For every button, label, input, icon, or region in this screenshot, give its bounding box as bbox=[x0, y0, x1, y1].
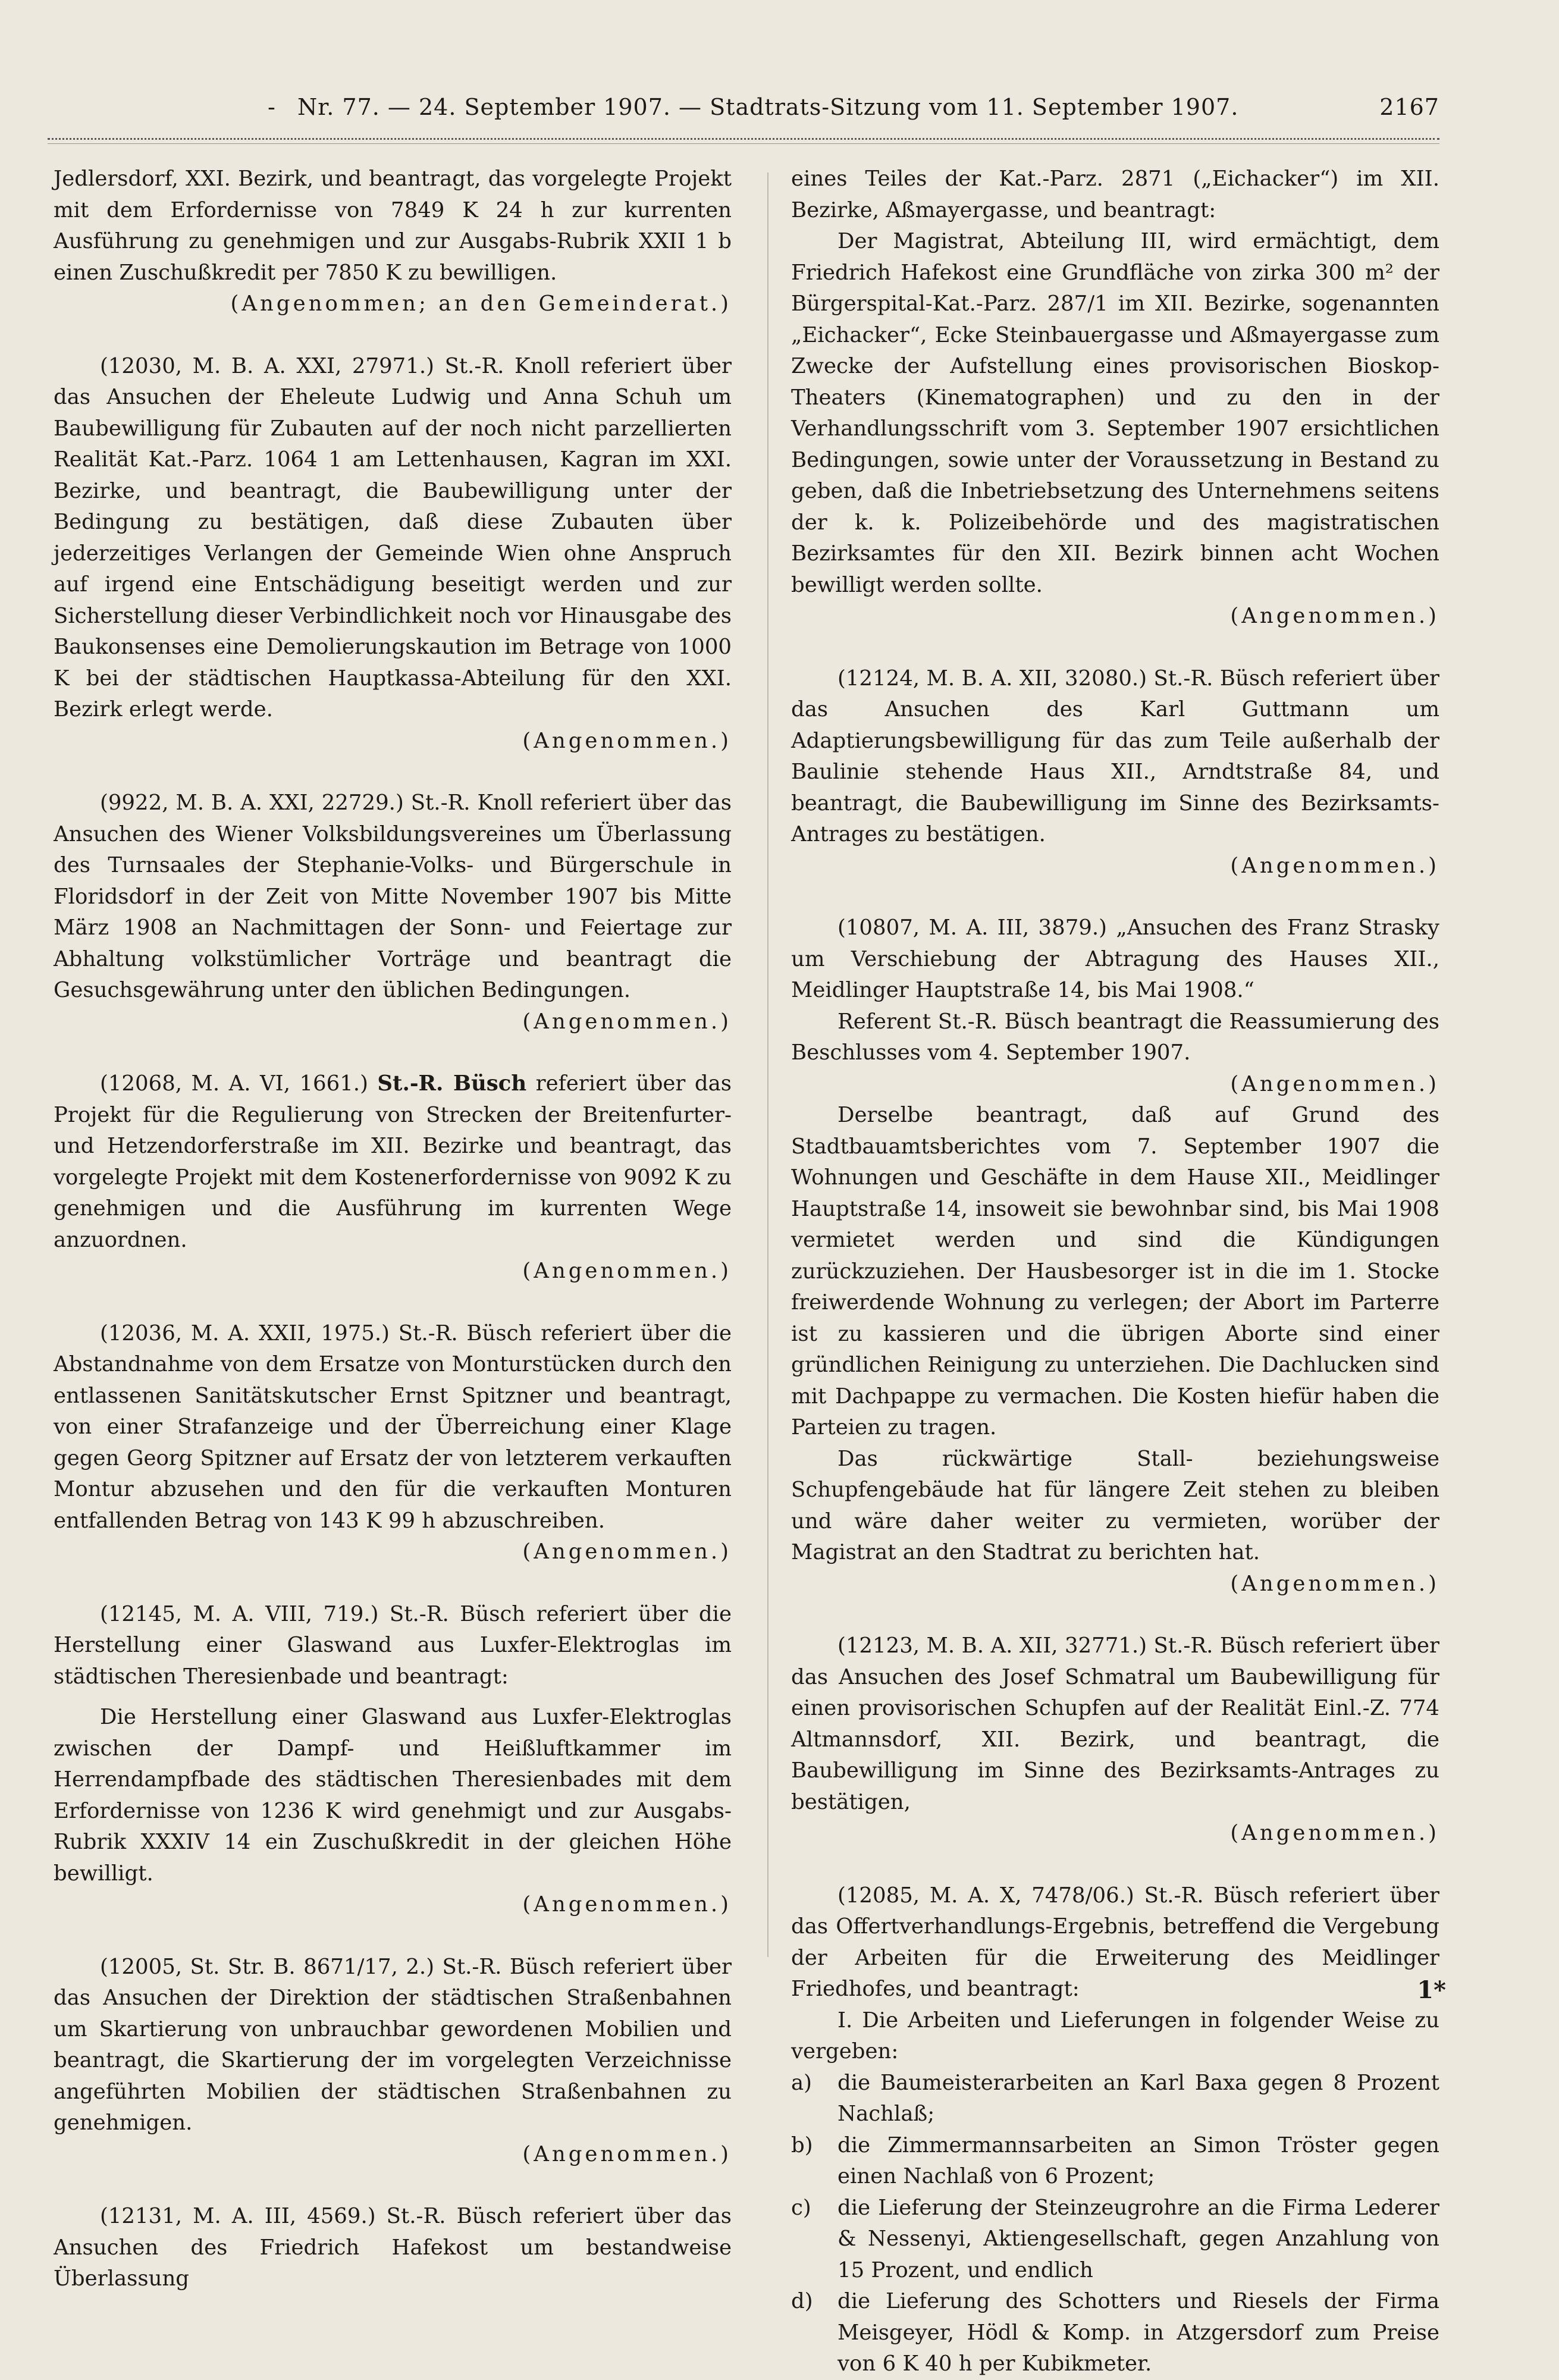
status-line: (Angenommen.) bbox=[522, 728, 732, 753]
left-column bbox=[54, 164, 732, 2295]
paragraph: Derselbe beantragt, daß auf Grund des Stadtbauamtsberichtes vom 7. September 1907 die Wohnungen und Geschäfte in dem Hause XII., Meidlinger Hauptstraße 14, insoweit sie bewohnbar sind, bis Mai 1908 vermietet werden und sind die Kündigungen zurückzuziehen. Der Hausbesorger ist in die im 1. Stocke freiwerdende Wohnung zu verlegen; der Abort im Parterre ist zu kassieren und die übrigen Aborte sind einer gründlichen Reinigung zu unterziehen. Die Dachlucken sind mit Dachpappe zu vermachen. Die Kosten hiefür haben die Parteien zu tragen. bbox=[791, 1103, 1439, 1440]
status-line: (Angenommen.) bbox=[522, 1009, 732, 1034]
header-rule bbox=[48, 138, 1439, 144]
column-divider bbox=[767, 173, 768, 1957]
status-line: (Angenommen.) bbox=[1230, 1821, 1439, 1845]
status-line: (Angenommen.) bbox=[522, 2141, 732, 2166]
signature-mark: 1* bbox=[1417, 1976, 1446, 2004]
item-marker: d) bbox=[791, 2289, 813, 2313]
status-line: (Angenommen.) bbox=[1230, 1571, 1439, 1596]
paragraph: Jedlersdorf, XXI. Bezirk, und beantragt, das vorgelegte Projekt mit dem Erfordernisse von 7849 K 24 h zur kurrenten Ausführung zu genehmigen und zur Ausgabs-Rubrik XXII 1 b einen Zuschußkredit per 7850 K zu bewilligen. bbox=[54, 167, 732, 285]
page-number: 2167 bbox=[1379, 94, 1439, 120]
paragraph: (9922, M. B. A. XXI, 22729.) St.-R. Knoll referiert über das Ansuchen des Wiener Volksbildungsvereines um Überlassung des Turnsaales der Stephanie-Volks- und Bürgerschule in Floridsdorf in der Zeit von Mitte November 1907 bis Mitte März 1908 an Nachmittagen der Sonn- und Feiertage zur Abhaltung volkstümlicher Vorträge und beantragt die Gesuchsgewährung unter den üblichen Bedingungen. bbox=[54, 791, 732, 1002]
list-item bbox=[791, 2130, 1439, 2193]
paragraph: eines Teiles der Kat.-Parz. 2871 („Eichacker“) im XII. Bezirke, Aßmayergasse, und beantragt: bbox=[791, 167, 1439, 222]
right-column bbox=[791, 164, 1439, 2380]
list-item bbox=[791, 2068, 1439, 2130]
paragraph: (12036, M. A. XXII, 1975.) St.-R. Büsch referiert über die Abstandnahme von dem Ersatze von Monturstücken durch den entlassenen Sanitätskutscher Ernst Spitzner und beantragt, von einer Strafanzeige und der Überreichung einer Klage gegen Georg Spitzner auf Ersatz der von letzterem verkauften Montur abzusehen und den für die verkauften Monturen entfallenden Betrag von 143 K 99 h abzuschreiben. bbox=[54, 1321, 732, 1533]
list-item bbox=[791, 2193, 1439, 2287]
reference: (12068, M. A. VI, 1661.) bbox=[100, 1071, 368, 1096]
paragraph: Der Magistrat, Abteilung III, wird ermächtigt, dem Friedrich Hafekost eine Grundfläche von zirka 300 m² der Bürgerspital-Kat.-Parz. 287/1 im XII. Bezirke, sogenannten „Eichacker“, Ecke Steinbauergasse und Aßmayergasse zum Zwecke der Aufstellung eines provisorischen Bioskop-Theaters (Kinematographen) und zu den in der Verhandlungsschrift vom 3. September 1907 ersichtlichen Bedingungen, sowie unter der Voraussetzung in Bestand zu geben, daß die Inbetriebsetzung des Unternehmens seitens der k. k. Polizeibehörde und des magistratischen Bezirksamtes für den XII. Bezirk binnen acht Wochen bewilligt werden sollte. bbox=[791, 229, 1439, 597]
paragraph: Das rückwärtige Stall- beziehungsweise Schupfengebäude hat für längere Zeit stehen zu bleiben und wäre daher weiter zu vermieten, worüber der Magistrat an den Stadtrat zu berichten hat. bbox=[791, 1446, 1439, 1564]
speaker-name: St.-R. Büsch bbox=[377, 1071, 527, 1096]
paragraph: (10807, M. A. III, 3879.) „Ansuchen des Franz Strasky um Verschiebung der Abtragung des Hauses XII., Meidlinger Hauptstraße 14, bis Mai 1908.“ bbox=[791, 915, 1439, 1002]
paragraph-text: referiert über das Projekt für die Regulierung von Strecken der Breitenfurter- und Hetzendorferstraße im XII. Bezirke und beantragt, das vorgelegte Projekt mit dem Kostenerfordernisse von 9092 K zu genehmigen und die Ausführung im kurrenten Wege anzuordnen. bbox=[54, 1071, 732, 1252]
status-line: (Angenommen.) bbox=[1230, 604, 1439, 628]
header-title: Nr. 77. — 24. September 1907. — Stadtrats-Sitzung vom 11. September 1907. bbox=[297, 94, 1239, 120]
paragraph: (12085, M. A. X, 7478/06.) St.-R. Büsch referiert über das Offertverhandlungs-Ergebnis, betreffend die Vergebung der Arbeiten für die Erweiterung des Meidlinger Friedhofes, und beantragt: bbox=[791, 1883, 1439, 2001]
status-line: (Angenommen.) bbox=[522, 1892, 732, 1917]
item-marker: a) bbox=[791, 2070, 813, 2095]
header-dash: - bbox=[268, 94, 276, 120]
paragraph: (12145, M. A. VIII, 719.) St.-R. Büsch referiert über die Herstellung einer Glaswand aus Luxfer-Elektroglas im städtischen Theresienbade und beantragt: bbox=[54, 1601, 732, 1689]
paragraph: (12030, M. B. A. XXI, 27971.) St.-R. Knoll referiert über das Ansuchen der Eheleute Ludwig und Anna Schuh um Baubewilligung für Zubauten auf der noch nicht parzellierten Realität Kat.-Parz. 1064 1 am Lettenhausen, Kagran im XXI. Bezirke, und beantragt, die Baubewilligung unter der Bedingung zu bestätigen, daß diese Zubauten über jederzeitiges Verlangen der Gemeinde Wien ohne Anspruch auf irgend eine Entschädigung beseitigt werden und zur Sicherstellung dieser Verbindlichkeit noch vor Hinausgabe des Baukonsenses eine Demolierungskaution im Betrage von 1000 K bei der städtischen Hauptkassa-Abteilung für den XXI. Bezirk erlegt werde. bbox=[54, 353, 732, 722]
item-text: die Zimmermannsarbeiten an Simon Tröster gegen einen Nachlaß von 6 Prozent; bbox=[837, 2133, 1439, 2188]
status-line: (Angenommen.) bbox=[1230, 853, 1439, 878]
paragraph: Referent St.-R. Büsch beantragt die Reassumierung des Beschlusses vom 4. September 1907. bbox=[791, 1009, 1439, 1065]
page-header bbox=[48, 89, 1439, 131]
list-item bbox=[791, 2286, 1439, 2380]
paragraph: (12124, M. B. A. XII, 32080.) St.-R. Büsch referiert über das Ansuchen des Karl Guttmann um Adaptierungsbewilligung für das zum Teile außerhalb der Baulinie stehende Haus XII., Arndtstraße 84, und beantragt, die Baubewilligung im Sinne des Bezirksamts-Antrages zu bestätigen. bbox=[791, 666, 1439, 846]
paragraph: I. Die Arbeiten und Lieferungen in folgender Weise zu vergeben: bbox=[791, 2008, 1439, 2064]
item-marker: c) bbox=[791, 2195, 811, 2220]
item-text: die Lieferung des Schotters und Riesels der Firma Meisgeyer, Hödl & Komp. in Atzgersdorf zum Preise von 6 K 40 h per Kubikmeter. bbox=[837, 2289, 1439, 2376]
status-line: (Angenommen.) bbox=[522, 1259, 732, 1283]
status-line: (Angenommen; an den Gemeinderat.) bbox=[230, 291, 732, 316]
item-text: die Baumeisterarbeiten an Karl Baxa gegen 8 Prozent Nachlaß; bbox=[837, 2070, 1439, 2126]
status-line: (Angenommen.) bbox=[1230, 1071, 1439, 1096]
status-line: (Angenommen.) bbox=[522, 1539, 732, 1564]
paragraph: (12131, M. A. III, 4569.) St.-R. Büsch referiert über das Ansuchen des Friedrich Hafekost um bestandweise Überlassung bbox=[54, 2204, 732, 2291]
paragraph: Die Herstellung einer Glaswand aus Luxfer-Elektroglas zwischen der Dampf- und Heißluftkammer im Herrendampfbade des städtischen Theresienbades mit dem Erfordernisse von 1236 K wird genehmigt und zur Ausgabs-Rubrik XXXIV 14 ein Zuschußkredit in der gleichen Höhe bewilligt. bbox=[54, 1705, 732, 1886]
paragraph: (12123, M. B. A. XII, 32771.) St.-R. Büsch referiert über das Ansuchen des Josef Schmatral um Baubewilligung für einen provisorischen Schupfen auf der Realität Einl.-Z. 774 Altmannsdorf, XII. Bezirk, und beantragt, die Baubewilligung im Sinne des Bezirksamts-Antrages zu bestätigen, bbox=[791, 1633, 1439, 1814]
paragraph: (12005, St. Str. B. 8671/17, 2.) St.-R. Büsch referiert über das Ansuchen der Direktion der städtischen Straßenbahnen um Skartierung von unbrauchbar gewordenen Mobilien und beantragt, die Skartierung der im vorgelegten Verzeichnisse angeführten Mobilien der städtischen Straßenbahnen zu genehmigen. bbox=[54, 1954, 732, 2135]
item-text: die Lieferung der Steinzeugrohre an die Firma Lederer & Nessenyi, Aktiengesellschaft, gegen Anzahlung von 15 Prozent, und endlich bbox=[837, 2195, 1439, 2282]
paragraph bbox=[54, 1068, 732, 1256]
item-marker: b) bbox=[791, 2133, 813, 2158]
